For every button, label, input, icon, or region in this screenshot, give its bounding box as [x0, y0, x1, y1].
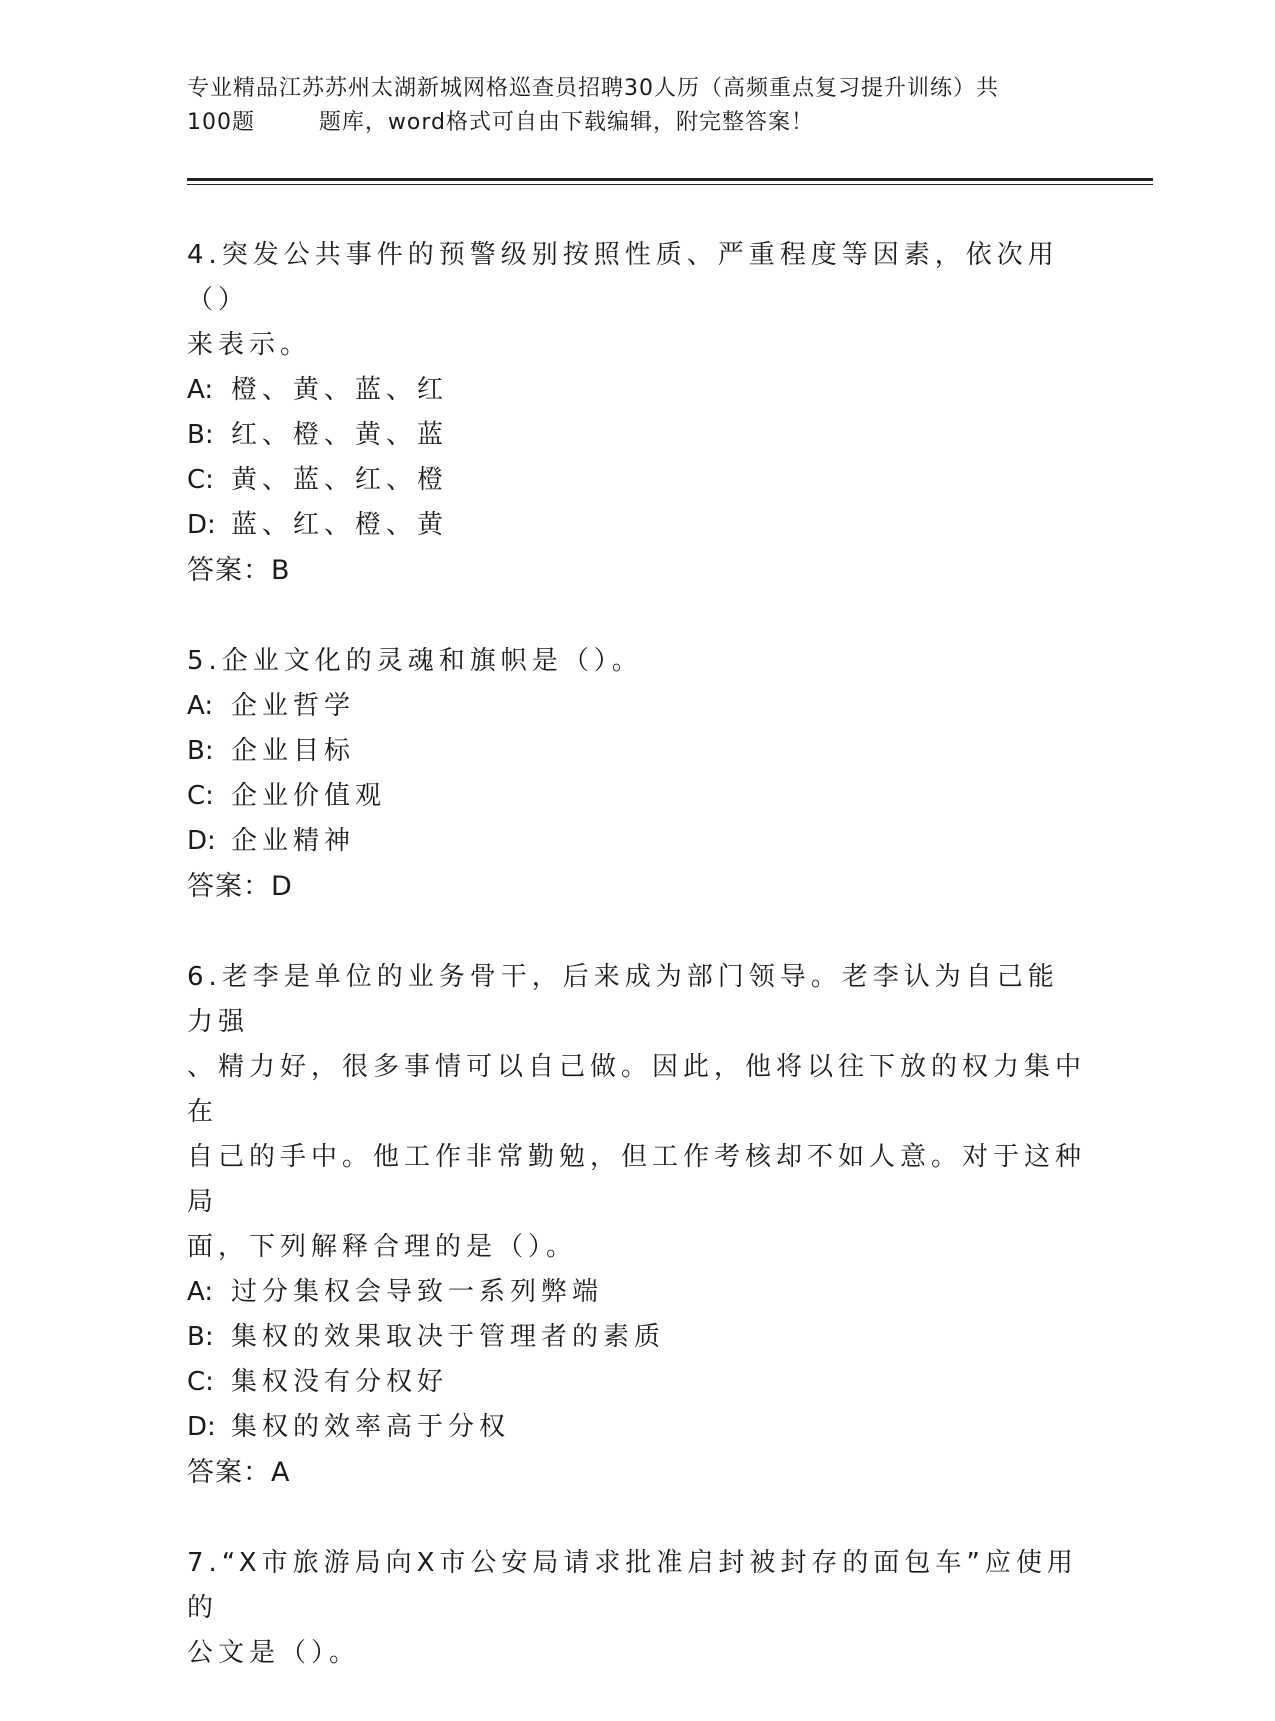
option-text: 集权的效率高于分权	[231, 1412, 511, 1442]
answer-line: 答案：A	[187, 1457, 291, 1488]
option-c	[187, 774, 1087, 819]
option-d	[187, 1405, 1087, 1450]
header-divider-thick	[187, 178, 1153, 181]
header-divider-thin	[187, 184, 1153, 185]
option-letter: B:	[187, 1322, 214, 1352]
option-letter: C:	[187, 781, 214, 811]
option-text: 企业精神	[231, 826, 356, 856]
question-stem: 7.“X市旅游局向X市公安局请求批准启封被封存的面包车”应使用的	[187, 1548, 1078, 1623]
question-stem: 公文是（）。	[187, 1638, 361, 1668]
option-b	[187, 413, 1087, 458]
question-stem: 来表示。	[187, 330, 312, 360]
option-letter: A:	[187, 691, 214, 721]
option-b	[187, 1315, 1087, 1360]
option-text: 企业哲学	[231, 691, 356, 721]
option-letter: D:	[187, 1412, 216, 1442]
question-5	[187, 639, 1087, 910]
option-text: 企业目标	[231, 736, 356, 766]
question-7	[187, 1541, 1087, 1676]
answer-line: 答案：D	[187, 871, 293, 902]
option-a	[187, 368, 1087, 413]
option-letter: D:	[187, 510, 216, 540]
option-c	[187, 458, 1087, 503]
question-stem: 5.企业文化的灵魂和旗帜是（）。	[187, 646, 643, 676]
option-text: 橙、黄、蓝、红	[231, 375, 449, 405]
option-letter: B:	[187, 736, 214, 766]
option-text: 集权没有分权好	[231, 1367, 449, 1397]
option-a	[187, 684, 1087, 729]
question-stem: 4.突发公共事件的预警级别按照性质、严重程度等因素，依次用（）	[187, 240, 1059, 315]
header-title-line-2: 100题 题库，word格式可自由下载编辑，附完整答案！	[187, 110, 815, 135]
option-text: 蓝、红、橙、黄	[231, 510, 449, 540]
option-text: 集权的效果取决于管理者的素质	[231, 1322, 666, 1352]
option-c	[187, 1360, 1087, 1405]
option-d	[187, 503, 1087, 548]
option-text: 企业价值观	[231, 781, 387, 811]
option-letter: A:	[187, 375, 214, 405]
question-6	[187, 955, 1087, 1496]
question-stem: 6.老李是单位的业务骨干，后来成为部门领导。老李认为自己能力强	[187, 962, 1059, 1037]
option-a	[187, 1270, 1087, 1315]
question-list	[187, 233, 1087, 1721]
option-b	[187, 729, 1087, 774]
question-stem: 自己的手中。他工作非常勤勉，但工作考核却不如人意。对于这种局	[187, 1142, 1087, 1217]
option-d	[187, 819, 1087, 864]
document-header	[187, 72, 1087, 140]
answer-line: 答案：B	[187, 555, 291, 586]
question-4	[187, 233, 1087, 594]
option-text: 过分集权会导致一系列弊端	[231, 1277, 604, 1307]
option-letter: D:	[187, 826, 216, 856]
option-letter: B:	[187, 420, 214, 450]
header-title-line-1: 专业精品江苏苏州太湖新城网格巡查员招聘30人历（高频重点复习提升训练）共	[187, 76, 999, 101]
option-letter: C:	[187, 465, 214, 495]
question-stem: 、精力好，很多事情可以自己做。因此，他将以往下放的权力集中在	[187, 1052, 1087, 1127]
option-text: 黄、蓝、红、橙	[231, 465, 449, 495]
option-letter: A:	[187, 1277, 214, 1307]
option-letter: C:	[187, 1367, 214, 1397]
question-stem: 面，下列解释合理的是（）。	[187, 1232, 578, 1262]
option-text: 红、橙、黄、蓝	[231, 420, 449, 450]
